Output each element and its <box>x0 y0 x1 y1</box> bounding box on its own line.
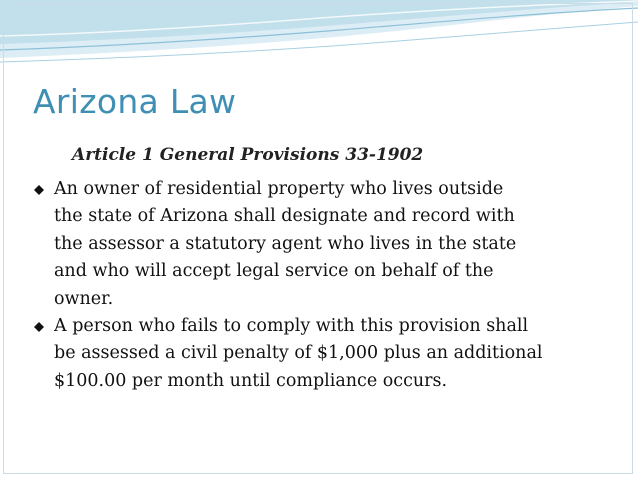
bullet-item-penalty <box>34 313 609 395</box>
article-subheading: Article 1 General Provisions 33-1902 <box>72 145 424 165</box>
bullet-line: $100.00 per month until compliance occurs. <box>54 370 448 391</box>
header-wave-decoration <box>0 0 638 66</box>
bullet-text <box>54 176 609 313</box>
bullet-text <box>54 313 609 395</box>
diamond-bullet-icon <box>34 322 44 332</box>
bullet-line: the assessor a statutory agent who lives in the state <box>54 233 517 254</box>
bullet-line: owner. <box>54 288 114 309</box>
bullet-line: A person who fails to comply with this provision shall <box>54 316 529 337</box>
diamond-bullet-icon <box>34 185 44 195</box>
bullet-list <box>34 176 609 395</box>
bullet-line: and who will accept legal service on behalf of the <box>54 261 494 282</box>
bullet-line: be assessed a civil penalty of $1,000 plus an additional <box>54 343 543 364</box>
bullet-item-designation <box>34 176 609 313</box>
bullet-line: An owner of residential property who lives outside <box>54 179 504 199</box>
slide-title: Arizona Law <box>33 82 237 121</box>
bullet-line: the state of Arizona shall designate and record with <box>54 206 515 227</box>
